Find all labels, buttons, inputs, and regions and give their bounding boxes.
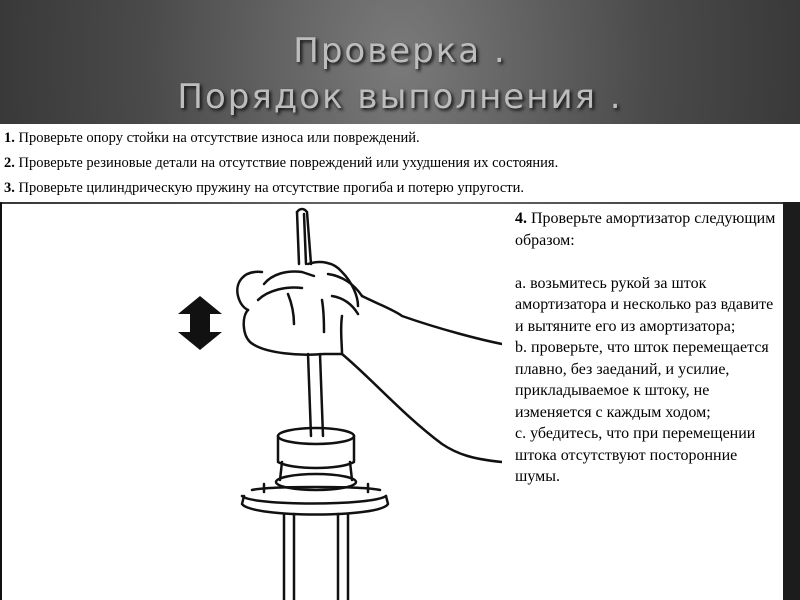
title-line-2: Порядок выполнения . <box>177 77 623 117</box>
up-down-arrow-icon <box>178 296 222 350</box>
spacer <box>515 251 777 273</box>
step-4c: с. убедитесь, что при перемещении штока отсутствуют посторонние шумы. <box>515 425 756 485</box>
title-line-1: Проверка . <box>293 31 507 71</box>
steps-list <box>0 124 800 202</box>
step-text: Проверьте резиновые детали на отсутствие повреждений или ухудшения их состояния. <box>14 155 559 171</box>
step-2 <box>4 151 796 176</box>
hand <box>237 262 502 462</box>
step-text: Проверьте амортизатор следующим образом: <box>515 210 776 249</box>
right-border <box>783 202 800 600</box>
step-number: 4. <box>515 210 527 227</box>
shock-absorber-hand-illustration <box>2 204 502 600</box>
slide-title <box>0 28 800 120</box>
step-4-intro <box>515 208 777 251</box>
step-1 <box>4 126 796 151</box>
step-number: 2. <box>4 155 15 171</box>
step-number: 3. <box>4 180 15 196</box>
shock-body <box>284 514 348 600</box>
step-4b: b. проверьте, что шток перемещается плавно, без заеданий, и усилие, прикладываемое к штоку, не изменяется с каждым ходом; <box>515 339 769 421</box>
spring-seat <box>242 484 388 515</box>
step-4-description <box>515 208 777 488</box>
step-text: Проверьте опору стойки на отсутствие износа или повреждений. <box>14 130 420 146</box>
step-4a: а. возьмитесь рукой за шток амортизатора и несколько раз вдавите и вытяните его из амортизатора; <box>515 274 774 335</box>
step-text: Проверьте цилиндрическую пружину на отсутствие прогиба и потерю упругости. <box>14 180 525 196</box>
step-3 <box>4 176 796 201</box>
piston-rod <box>297 209 323 436</box>
dust-boot <box>276 428 356 490</box>
step-number: 1. <box>4 130 15 146</box>
